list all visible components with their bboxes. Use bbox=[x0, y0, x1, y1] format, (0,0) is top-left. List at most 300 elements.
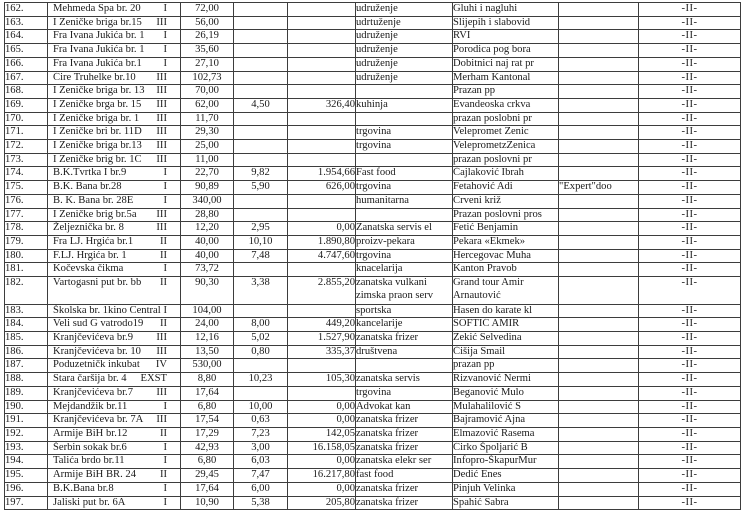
table-row bbox=[5, 496, 741, 510]
category-label: II bbox=[159, 235, 167, 247]
activity-line-1: fast food bbox=[356, 469, 394, 481]
ditto-cell: -II- bbox=[639, 441, 741, 455]
address-text: Poduzetničk inkubat bbox=[53, 359, 140, 371]
amount-cell bbox=[288, 71, 356, 85]
address-cell bbox=[48, 16, 181, 30]
tenant-line-1: Kanton Pravob bbox=[453, 263, 517, 275]
area-cell: 90,89 bbox=[181, 181, 234, 195]
category-label: I bbox=[163, 181, 167, 193]
tenant-cell bbox=[453, 318, 559, 332]
address-text: F.LJ. Hrgića br. 1 bbox=[53, 249, 127, 261]
tenant-cell bbox=[453, 85, 559, 99]
address-text: I Zeničke briga br. 1 bbox=[53, 112, 140, 124]
row-number-cell: 185. bbox=[5, 332, 48, 346]
area-cell: 17,54 bbox=[181, 414, 234, 428]
activity-cell bbox=[356, 181, 453, 195]
ditto-cell: -II- bbox=[639, 496, 741, 510]
amount-cell bbox=[288, 386, 356, 400]
note-cell bbox=[559, 98, 639, 112]
row-number-cell: 178. bbox=[5, 222, 48, 236]
rate-cell: 5,90 bbox=[234, 181, 288, 195]
activity-cell bbox=[356, 427, 453, 441]
activity-line-1: društvena bbox=[356, 345, 398, 357]
ditto-cell: -II- bbox=[639, 126, 741, 140]
amount-cell: 626,00 bbox=[288, 181, 356, 195]
tenant-cell bbox=[453, 30, 559, 44]
table-row bbox=[5, 44, 741, 58]
category-label: EXST bbox=[140, 373, 167, 385]
category-label: I bbox=[163, 194, 167, 206]
area-cell: 340,00 bbox=[181, 194, 234, 208]
rate-cell bbox=[234, 71, 288, 85]
address-cell bbox=[48, 277, 181, 305]
tenant-line-1: Fetahović Adi bbox=[453, 181, 513, 193]
category-label: II bbox=[159, 469, 167, 481]
activity-cell bbox=[356, 3, 453, 17]
tenant-line-1: Bajramović Ajna bbox=[453, 414, 526, 426]
row-number-cell: 173. bbox=[5, 153, 48, 167]
address-cell bbox=[48, 112, 181, 126]
category-label: I bbox=[163, 400, 167, 412]
tenant-line-1: Slijepih i slabovid bbox=[453, 16, 531, 28]
tenant-cell bbox=[453, 400, 559, 414]
amount-cell: 449,20 bbox=[288, 318, 356, 332]
address-cell bbox=[48, 167, 181, 181]
row-number-cell: 192. bbox=[5, 427, 48, 441]
activity-line-1: zanatska servis bbox=[356, 373, 420, 385]
address-text: Kočevska čikma bbox=[53, 263, 124, 275]
note-cell bbox=[559, 263, 639, 277]
area-cell: 40,00 bbox=[181, 235, 234, 249]
category-label: III bbox=[156, 16, 167, 28]
activity-line-1: zanatska frizer bbox=[356, 414, 419, 426]
category-label: I bbox=[163, 304, 167, 316]
address-cell bbox=[48, 482, 181, 496]
address-cell bbox=[48, 71, 181, 85]
activity-cell bbox=[356, 277, 453, 305]
activity-line-1: Advokat kan bbox=[356, 400, 411, 412]
row-number-cell: 197. bbox=[5, 496, 48, 510]
row-number-cell: 168. bbox=[5, 85, 48, 99]
table-row bbox=[5, 304, 741, 318]
tenant-line-1: Čajlaković Ibrah bbox=[453, 167, 524, 179]
tenant-cell bbox=[453, 263, 559, 277]
activity-cell bbox=[356, 126, 453, 140]
tenant-cell bbox=[453, 57, 559, 71]
amount-cell bbox=[288, 3, 356, 17]
address-cell bbox=[48, 249, 181, 263]
ditto-cell: -II- bbox=[639, 140, 741, 154]
row-number-cell: 183. bbox=[5, 304, 48, 318]
table-row bbox=[5, 427, 741, 441]
area-cell: 102,73 bbox=[181, 71, 234, 85]
ditto-cell: -II- bbox=[639, 332, 741, 346]
activity-cell bbox=[356, 85, 453, 99]
note-cell bbox=[559, 153, 639, 167]
ditto-cell: -II- bbox=[639, 455, 741, 469]
category-label: I bbox=[163, 3, 167, 14]
tenant-line-1: SOFTIĆ AMIR bbox=[453, 318, 520, 330]
amount-cell bbox=[288, 44, 356, 58]
row-number-cell: 186. bbox=[5, 345, 48, 359]
row-number-cell: 162. bbox=[5, 3, 48, 17]
category-label: I bbox=[163, 30, 167, 42]
address-cell bbox=[48, 496, 181, 510]
tenant-cell bbox=[453, 98, 559, 112]
area-cell: 13,50 bbox=[181, 345, 234, 359]
amount-cell: 4.747,60 bbox=[288, 249, 356, 263]
tenant-cell bbox=[453, 469, 559, 483]
area-cell: 72,00 bbox=[181, 3, 234, 17]
address-text: I Zeničke briga br.15 bbox=[53, 16, 142, 28]
row-number-cell: 182. bbox=[5, 277, 48, 305]
row-number-cell: 170. bbox=[5, 112, 48, 126]
tenant-cell bbox=[453, 181, 559, 195]
note-cell bbox=[559, 373, 639, 387]
note-cell bbox=[559, 414, 639, 428]
address-text: Mehmeda Spa br. 20 bbox=[53, 3, 141, 14]
category-label: II bbox=[159, 277, 167, 289]
table-row bbox=[5, 16, 741, 30]
note-cell bbox=[559, 277, 639, 305]
address-cell bbox=[48, 345, 181, 359]
note-cell bbox=[559, 30, 639, 44]
amount-cell: 1.954,66 bbox=[288, 167, 356, 181]
row-number-cell: 181. bbox=[5, 263, 48, 277]
table-row bbox=[5, 57, 741, 71]
address-cell bbox=[48, 235, 181, 249]
table-row bbox=[5, 30, 741, 44]
table-row bbox=[5, 235, 741, 249]
activity-cell bbox=[356, 332, 453, 346]
area-cell: 17,64 bbox=[181, 482, 234, 496]
tenant-line-1: RVI bbox=[453, 30, 471, 42]
area-cell: 25,00 bbox=[181, 140, 234, 154]
note-cell bbox=[559, 57, 639, 71]
table-row bbox=[5, 71, 741, 85]
address-text: Željeznička br. 8 bbox=[53, 222, 124, 234]
area-cell: 62,00 bbox=[181, 98, 234, 112]
area-cell: 90,30 bbox=[181, 277, 234, 305]
category-label: III bbox=[156, 112, 167, 124]
amount-cell: 0,00 bbox=[288, 414, 356, 428]
table-row bbox=[5, 414, 741, 428]
row-number-cell: 172. bbox=[5, 140, 48, 154]
tenant-cell bbox=[453, 44, 559, 58]
activity-cell bbox=[356, 112, 453, 126]
address-text: Šerbin sokak br.6 bbox=[53, 441, 127, 453]
address-cell bbox=[48, 126, 181, 140]
rate-cell: 3,00 bbox=[234, 441, 288, 455]
area-cell: 27,10 bbox=[181, 57, 234, 71]
table-row bbox=[5, 181, 741, 195]
tenant-cell bbox=[453, 359, 559, 373]
row-number-cell: 165. bbox=[5, 44, 48, 58]
area-cell: 56,00 bbox=[181, 16, 234, 30]
amount-cell: 0,00 bbox=[288, 482, 356, 496]
tenant-cell bbox=[453, 140, 559, 154]
row-number-cell: 187. bbox=[5, 359, 48, 373]
amount-cell: 1.527,90 bbox=[288, 332, 356, 346]
address-text: B.K.Tvrtka I br.9 bbox=[53, 167, 127, 179]
address-cell bbox=[48, 469, 181, 483]
address-cell bbox=[48, 3, 181, 17]
note-cell bbox=[559, 235, 639, 249]
rate-cell bbox=[234, 30, 288, 44]
area-cell: 26,19 bbox=[181, 30, 234, 44]
address-cell bbox=[48, 427, 181, 441]
ditto-cell: -II- bbox=[639, 16, 741, 30]
address-text: I Zeničke briga br.13 bbox=[53, 140, 142, 152]
amount-cell: 16.217,80 bbox=[288, 469, 356, 483]
note-cell bbox=[559, 140, 639, 154]
address-text: Fra Ivana Jukića br. 1 bbox=[53, 44, 145, 56]
activity-line-1: zanatska vulkani bbox=[356, 277, 427, 289]
tenant-cell bbox=[453, 441, 559, 455]
address-cell bbox=[48, 318, 181, 332]
note-cell bbox=[559, 112, 639, 126]
ditto-cell: -II- bbox=[639, 386, 741, 400]
ditto-cell: -II- bbox=[639, 277, 741, 305]
tenant-cell bbox=[453, 153, 559, 167]
address-cell bbox=[48, 194, 181, 208]
ditto-cell: -II- bbox=[639, 235, 741, 249]
row-number-cell: 171. bbox=[5, 126, 48, 140]
activity-cell bbox=[356, 71, 453, 85]
note-cell bbox=[559, 222, 639, 236]
activity-line-1: udruženje bbox=[356, 57, 398, 69]
rate-cell: 7,23 bbox=[234, 427, 288, 441]
activity-cell bbox=[356, 98, 453, 112]
activity-line-1: udruženje bbox=[356, 71, 398, 83]
tenant-cell bbox=[453, 3, 559, 17]
table-row bbox=[5, 318, 741, 332]
table-row bbox=[5, 3, 741, 17]
tenant-cell bbox=[453, 414, 559, 428]
amount-cell: 0,00 bbox=[288, 455, 356, 469]
table-row bbox=[5, 386, 741, 400]
note-cell bbox=[559, 496, 639, 510]
address-text: Ćire Truhelke br.10 bbox=[53, 71, 136, 83]
rate-cell: 8,00 bbox=[234, 318, 288, 332]
area-cell: 73,72 bbox=[181, 263, 234, 277]
row-number-cell: 189. bbox=[5, 386, 48, 400]
tenant-line-1: Gluhi i nagluhi bbox=[453, 3, 518, 14]
tenant-cell bbox=[453, 222, 559, 236]
category-label: I bbox=[163, 455, 167, 467]
ditto-cell: -II- bbox=[639, 469, 741, 483]
address-cell bbox=[48, 263, 181, 277]
ditto-cell: -II- bbox=[639, 304, 741, 318]
amount-cell bbox=[288, 85, 356, 99]
note-cell bbox=[559, 85, 639, 99]
note-cell bbox=[559, 194, 639, 208]
note-cell bbox=[559, 345, 639, 359]
activity-line-1: zanatska frizer bbox=[356, 496, 419, 508]
address-text: I Zeničke brga br. 15 bbox=[53, 98, 142, 110]
table-row bbox=[5, 112, 741, 126]
activity-line-1: zanatska frizer bbox=[356, 482, 419, 494]
tenant-line-2: Arnautović bbox=[453, 289, 501, 301]
table-body bbox=[5, 3, 741, 510]
area-cell: 29,30 bbox=[181, 126, 234, 140]
tenant-cell bbox=[453, 16, 559, 30]
address-text: Vartogasni put br. bb bbox=[53, 277, 142, 289]
activity-line-1: kancelarije bbox=[356, 318, 403, 330]
tenant-line-1: Pekara «Ekmek» bbox=[453, 235, 526, 247]
tenant-line-1: Ćirko Špoljarić B bbox=[453, 441, 528, 453]
note-cell bbox=[559, 386, 639, 400]
note-cell bbox=[559, 71, 639, 85]
activity-cell bbox=[356, 57, 453, 71]
category-label: I bbox=[163, 44, 167, 56]
address-text: B.K.Bana br.8 bbox=[53, 482, 114, 494]
area-cell: 12,16 bbox=[181, 332, 234, 346]
address-cell bbox=[48, 359, 181, 373]
row-number-cell: 180. bbox=[5, 249, 48, 263]
row-number-cell: 177. bbox=[5, 208, 48, 222]
tenant-cell bbox=[453, 235, 559, 249]
rate-cell bbox=[234, 140, 288, 154]
rate-cell: 7,48 bbox=[234, 249, 288, 263]
area-cell: 10,90 bbox=[181, 496, 234, 510]
table-row bbox=[5, 482, 741, 496]
amount-cell bbox=[288, 16, 356, 30]
row-number-cell: 188. bbox=[5, 373, 48, 387]
tenant-cell bbox=[453, 71, 559, 85]
note-cell bbox=[559, 318, 639, 332]
amount-cell bbox=[288, 153, 356, 167]
rate-cell bbox=[234, 112, 288, 126]
activity-line-1: knacelarija bbox=[356, 263, 403, 275]
tenant-cell bbox=[453, 482, 559, 496]
area-cell: 29,45 bbox=[181, 469, 234, 483]
tenant-line-1: Crveni križ bbox=[453, 194, 501, 206]
address-text: I Zeničke brig br. 1C bbox=[53, 153, 142, 165]
table-row bbox=[5, 126, 741, 140]
category-label: II bbox=[159, 427, 167, 439]
rate-cell: 10,10 bbox=[234, 235, 288, 249]
category-label: I bbox=[163, 167, 167, 179]
area-cell: 12,20 bbox=[181, 222, 234, 236]
area-cell: 530,00 bbox=[181, 359, 234, 373]
table-row bbox=[5, 167, 741, 181]
tenant-cell bbox=[453, 345, 559, 359]
rate-cell bbox=[234, 44, 288, 58]
amount-cell: 142,05 bbox=[288, 427, 356, 441]
tenant-line-1: Evandeoska crkva bbox=[453, 98, 531, 110]
note-cell bbox=[559, 359, 639, 373]
tenant-cell bbox=[453, 304, 559, 318]
activity-cell bbox=[356, 318, 453, 332]
address-cell bbox=[48, 373, 181, 387]
rate-cell bbox=[234, 208, 288, 222]
activity-line-1: Fast food bbox=[356, 167, 396, 179]
activity-line-1: udruženje bbox=[356, 44, 398, 56]
address-cell bbox=[48, 30, 181, 44]
ditto-cell: -II- bbox=[639, 44, 741, 58]
activity-line-1: zanatska elekr ser bbox=[356, 455, 432, 467]
note-cell bbox=[559, 3, 639, 17]
address-cell bbox=[48, 140, 181, 154]
tenant-cell bbox=[453, 249, 559, 263]
note-cell bbox=[559, 208, 639, 222]
area-cell: 17,29 bbox=[181, 427, 234, 441]
address-cell bbox=[48, 153, 181, 167]
address-text: Armije BiH br.12 bbox=[53, 427, 128, 439]
ditto-cell: -II- bbox=[639, 30, 741, 44]
amount-cell bbox=[288, 304, 356, 318]
note-cell bbox=[559, 249, 639, 263]
rate-cell: 10,23 bbox=[234, 373, 288, 387]
amount-cell: 16.158,05 bbox=[288, 441, 356, 455]
row-number-cell: 175. bbox=[5, 181, 48, 195]
table-row bbox=[5, 222, 741, 236]
table-row bbox=[5, 98, 741, 112]
activity-line-1: kuhinja bbox=[356, 98, 388, 110]
amount-cell bbox=[288, 263, 356, 277]
address-text: Fra Ivana Jukića br.1 bbox=[53, 57, 142, 69]
activity-cell bbox=[356, 414, 453, 428]
address-text: B. K. Bana br. 28E bbox=[53, 194, 134, 206]
tenant-line-1: Fetić Benjamin bbox=[453, 222, 519, 234]
rate-cell bbox=[234, 57, 288, 71]
address-text: Veli sud G vatrodo19 bbox=[53, 318, 144, 330]
row-number-cell: 193. bbox=[5, 441, 48, 455]
address-text: I Zeničke bri br. 11D bbox=[53, 126, 142, 138]
address-cell bbox=[48, 57, 181, 71]
address-text: I Zeničke briga br. 13 bbox=[53, 85, 145, 97]
premises-table bbox=[4, 2, 741, 510]
rate-cell: 0,63 bbox=[234, 414, 288, 428]
category-label: III bbox=[156, 71, 167, 83]
activity-cell bbox=[356, 359, 453, 373]
ditto-cell: -II- bbox=[639, 57, 741, 71]
activity-line-1: zanatska frizer bbox=[356, 441, 419, 453]
row-number-cell: 164. bbox=[5, 30, 48, 44]
rate-cell bbox=[234, 263, 288, 277]
category-label: I bbox=[163, 496, 167, 508]
activity-cell bbox=[356, 44, 453, 58]
activity-cell bbox=[356, 455, 453, 469]
address-text: B.K. Bana br.28 bbox=[53, 181, 122, 193]
table-row bbox=[5, 400, 741, 414]
row-number-cell: 184. bbox=[5, 318, 48, 332]
rate-cell: 6,00 bbox=[234, 482, 288, 496]
row-number-cell: 179. bbox=[5, 235, 48, 249]
ditto-cell: -II- bbox=[639, 373, 741, 387]
note-cell bbox=[559, 427, 639, 441]
amount-cell bbox=[288, 126, 356, 140]
rate-cell: 9,82 bbox=[234, 167, 288, 181]
address-cell bbox=[48, 441, 181, 455]
category-label: III bbox=[156, 85, 167, 97]
activity-cell bbox=[356, 469, 453, 483]
amount-cell bbox=[288, 208, 356, 222]
area-cell: 28,80 bbox=[181, 208, 234, 222]
ditto-cell: -II- bbox=[639, 194, 741, 208]
ditto-cell: -II- bbox=[639, 112, 741, 126]
activity-cell bbox=[356, 304, 453, 318]
rate-cell: 5,38 bbox=[234, 496, 288, 510]
address-cell bbox=[48, 208, 181, 222]
tenant-line-1: VeleprometzZenica bbox=[453, 140, 536, 152]
row-number-cell: 190. bbox=[5, 400, 48, 414]
row-number-cell: 174. bbox=[5, 167, 48, 181]
ditto-cell: -II- bbox=[639, 153, 741, 167]
table-row bbox=[5, 469, 741, 483]
amount-cell bbox=[288, 194, 356, 208]
